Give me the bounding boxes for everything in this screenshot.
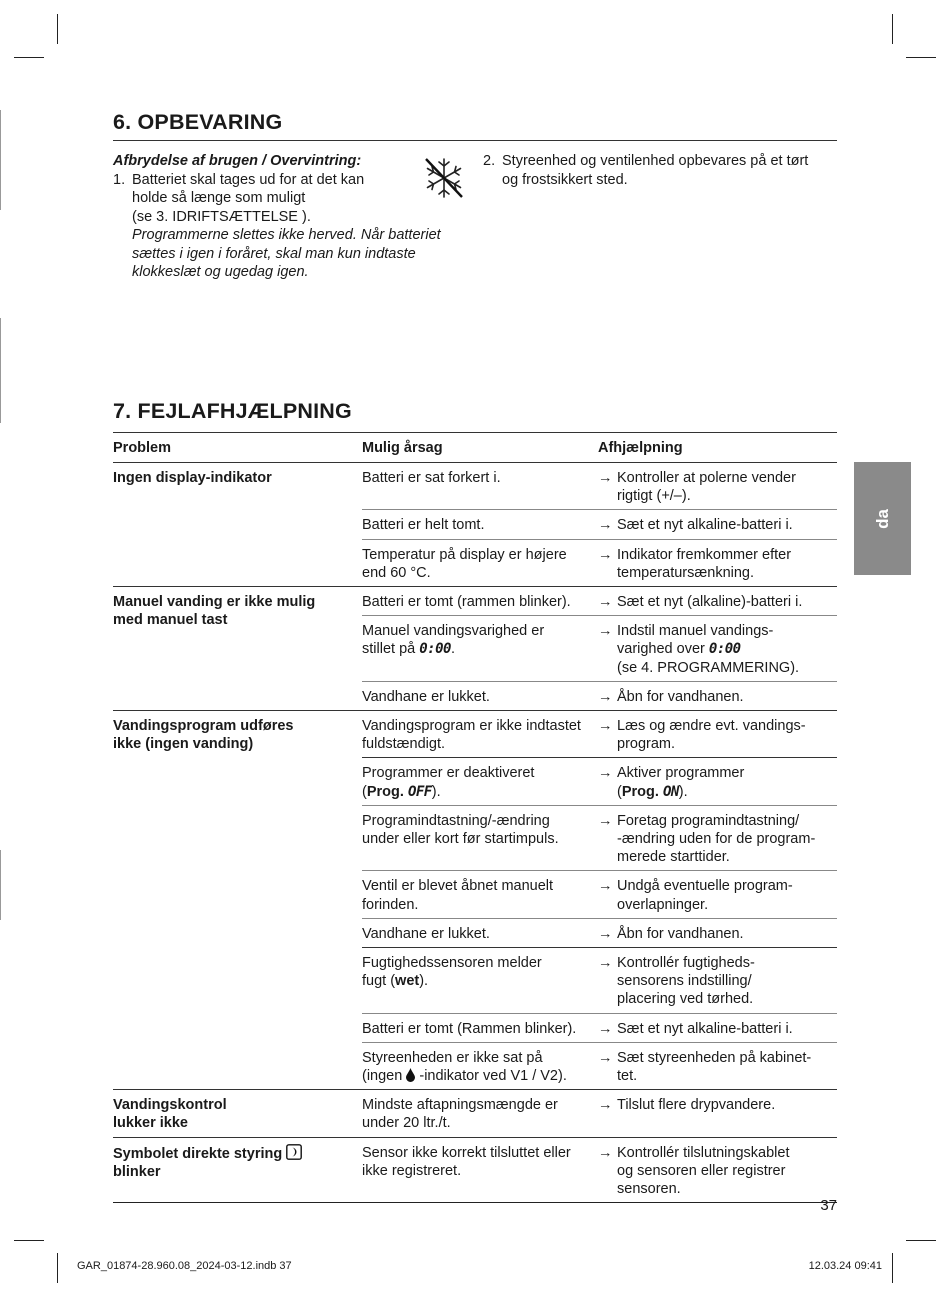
lcd-value: ON bbox=[662, 783, 679, 800]
arrow-right-icon: → bbox=[598, 1020, 613, 1037]
cause-cell: Manuel vandingsvarighed er stillet på 0:00. bbox=[362, 623, 545, 658]
cause-cell: Programindtastning/-ændring under eller kort før startimpuls. bbox=[362, 812, 559, 848]
margin-line bbox=[0, 850, 1, 920]
crop-mark bbox=[906, 1240, 936, 1241]
cause-cell: Vandingsprogram er ikke indtastet fuldstændigt. bbox=[362, 718, 581, 753]
water-drop-icon bbox=[406, 1068, 415, 1082]
arrow-right-icon: → bbox=[598, 925, 613, 942]
crop-mark bbox=[892, 14, 893, 44]
header-problem: Problem bbox=[113, 439, 172, 456]
arrow-right-icon: → bbox=[598, 594, 613, 611]
cause-cell: Programmer er deaktiveret (Prog. OFF). bbox=[362, 765, 535, 800]
table-row bbox=[362, 587, 837, 616]
footer-file-info: GAR_01874-28.960.08_2024-03-12.indb 37 bbox=[77, 1260, 292, 1272]
table-row bbox=[362, 806, 837, 872]
remedy-cell: → Sæt styreenheden på kabinet- tet. bbox=[598, 1049, 812, 1085]
remedy-cell: → Kontrollér fugtigheds- sensorens indstilling/ placering ved tørhed. bbox=[598, 955, 755, 1008]
remedy-cell: → Foretag programindtastning/ -ændring uden for de program- merede starttider. bbox=[598, 812, 816, 866]
arrow-right-icon: → bbox=[598, 470, 613, 486]
remedy-cell: → Kontrollér tilslutningskablet og sensoren eller registrer sensoren. bbox=[598, 1144, 790, 1198]
storage-steps bbox=[113, 171, 473, 282]
table-row bbox=[362, 871, 837, 918]
table-row bbox=[362, 1138, 837, 1203]
remedy-cell: → Sæt et nyt alkaline-batteri i. bbox=[598, 517, 793, 534]
page-number: 37 bbox=[820, 1197, 837, 1214]
storage-step-2: 2. Styreenhed og ventilenhed opbevares på et tørt og frostsikkert sted. bbox=[483, 153, 809, 188]
section-6-subtitle: Afbrydelse af brugen / Overvintring: bbox=[113, 153, 362, 169]
arrow-right-icon: → bbox=[598, 718, 613, 735]
cause-cell: Vandhane er lukket. bbox=[362, 688, 490, 705]
problem-label: Vandingsprogram udføres ikke (ingen vanding) bbox=[113, 718, 294, 753]
arrow-right-icon: → bbox=[598, 517, 613, 534]
table-header bbox=[113, 432, 837, 463]
table-row bbox=[362, 919, 837, 948]
problem-label: Symbolet direkte styring blinker bbox=[113, 1138, 362, 1203]
table-row bbox=[362, 463, 837, 510]
crop-mark bbox=[906, 57, 936, 58]
arrow-right-icon: → bbox=[598, 955, 613, 972]
remedy-cell: → Indikator fremkommer efter temperatursænkning. bbox=[598, 546, 792, 581]
problem-group bbox=[113, 1138, 837, 1204]
cause-cell: Styreenheden er ikke sat på (ingen -indikator ved V1 / V2). bbox=[362, 1049, 567, 1085]
margin-line bbox=[0, 318, 1, 423]
remedy-cell: → Åbn for vandhanen. bbox=[598, 925, 744, 942]
cause-cell: Sensor ikke korrekt tilsluttet eller ikke registreret. bbox=[362, 1144, 571, 1179]
table-row bbox=[362, 1090, 837, 1136]
section-6-right-column bbox=[483, 152, 843, 189]
lcd-value: OFF bbox=[407, 783, 432, 800]
remedy-cell: → Læs og ændre evt. vandings- program. bbox=[598, 718, 806, 753]
lcd-value: 0:00 bbox=[419, 641, 451, 658]
crop-mark bbox=[14, 57, 44, 58]
table-row bbox=[362, 1043, 837, 1089]
arrow-right-icon: → bbox=[598, 546, 613, 563]
remedy-cell: → Indstil manuel vandings- varighed over 0:00 (se 4. PROGRAMMERING). bbox=[598, 623, 800, 676]
remedy-cell: → Sæt et nyt alkaline-batteri i. bbox=[598, 1020, 793, 1037]
remedy-cell: → Undgå eventuelle program- overlapninger. bbox=[598, 878, 793, 913]
table-row bbox=[362, 711, 837, 758]
table-row bbox=[362, 616, 837, 682]
problem-group bbox=[113, 587, 837, 711]
table-row bbox=[362, 758, 837, 805]
arrow-right-icon: → bbox=[598, 1049, 613, 1066]
footer-timestamp: 12.03.24 09:41 bbox=[808, 1260, 882, 1272]
problem-group bbox=[113, 1090, 837, 1137]
language-tab: da bbox=[854, 462, 911, 575]
crop-mark bbox=[57, 14, 58, 44]
crop-mark bbox=[892, 1253, 893, 1283]
table-row bbox=[362, 510, 837, 539]
cause-cell: Mindste aftapningsmængde er under 20 ltr./t. bbox=[362, 1097, 558, 1132]
header-remedy: Afhjælpning bbox=[598, 439, 683, 456]
arrow-right-icon: → bbox=[598, 812, 613, 829]
cause-cell: Ventil er blevet åbnet manuelt forinden. bbox=[362, 878, 554, 913]
crop-mark bbox=[14, 1240, 44, 1241]
problem-group bbox=[113, 463, 837, 587]
arrow-right-icon: → bbox=[598, 623, 613, 640]
section-7-title: 7. FEJLAFHJÆLPNING bbox=[113, 399, 352, 423]
remedy-cell: → Tilslut flere drypvandere. bbox=[598, 1097, 776, 1114]
remedy-cell: → Aktiver programmer (Prog. ON). bbox=[598, 765, 745, 800]
direct-control-icon bbox=[286, 1144, 302, 1160]
remedy-cell: → Sæt et nyt (alkaline)-batteri i. bbox=[598, 594, 803, 611]
header-cause: Mulig årsag bbox=[362, 439, 443, 456]
problem-label: Vandingskontrol lukker ikke bbox=[113, 1097, 227, 1132]
section-6-rule bbox=[113, 140, 837, 141]
table-row bbox=[362, 948, 837, 1014]
arrow-right-icon: → bbox=[598, 765, 613, 782]
cause-cell: Batteri er helt tomt. bbox=[362, 517, 485, 534]
lcd-value: 0:00 bbox=[708, 641, 741, 658]
problem-group bbox=[113, 711, 837, 1090]
cause-cell: Batteri er tomt (Rammen blinker). bbox=[362, 1020, 577, 1037]
section-6-title: 6. OPBEVARING bbox=[113, 110, 283, 134]
arrow-right-icon: → bbox=[598, 1097, 613, 1114]
problem-label: Ingen display-indikator bbox=[113, 470, 272, 486]
remedy-cell: → Åbn for vandhanen. bbox=[598, 688, 744, 705]
table-row bbox=[362, 682, 837, 710]
cause-cell: Fugtighedssensoren melder fugt (wet). bbox=[362, 955, 542, 990]
arrow-right-icon: → bbox=[598, 878, 613, 895]
problem-label: Manuel vanding er ikke mulig med manuel tast bbox=[113, 594, 316, 629]
section-6-left-column bbox=[113, 152, 473, 282]
storage-steps-continued bbox=[483, 152, 843, 189]
cause-cell: Vandhane er lukket. bbox=[362, 925, 490, 942]
arrow-right-icon: → bbox=[598, 1144, 613, 1161]
cause-cell: Temperatur på display er højere end 60 °C. bbox=[362, 546, 567, 581]
table-row bbox=[362, 1014, 837, 1043]
margin-line bbox=[0, 110, 1, 210]
snowflake-crossed-icon bbox=[421, 155, 467, 201]
arrow-right-icon: → bbox=[598, 688, 613, 705]
storage-step-1: 1. Batteriet skal tages ud for at det kan holde så længe som muligt (se 3. IDRIFTSÆTTELSE ). Programmerne slettes ikke herved. Når batteriet sættes i igen i foråret, skal man kun indtaste klokkeslæt og ugedag igen. bbox=[113, 171, 441, 280]
troubleshooting-table bbox=[113, 432, 837, 1203]
cause-cell: Batteri er sat forkert i. bbox=[362, 470, 501, 486]
table-row bbox=[362, 540, 837, 586]
cause-cell: Batteri er tomt (rammen blinker). bbox=[362, 594, 571, 611]
crop-mark bbox=[57, 1253, 58, 1283]
remedy-cell: → Kontroller at polerne vender rigtigt (+/–). bbox=[598, 470, 796, 505]
